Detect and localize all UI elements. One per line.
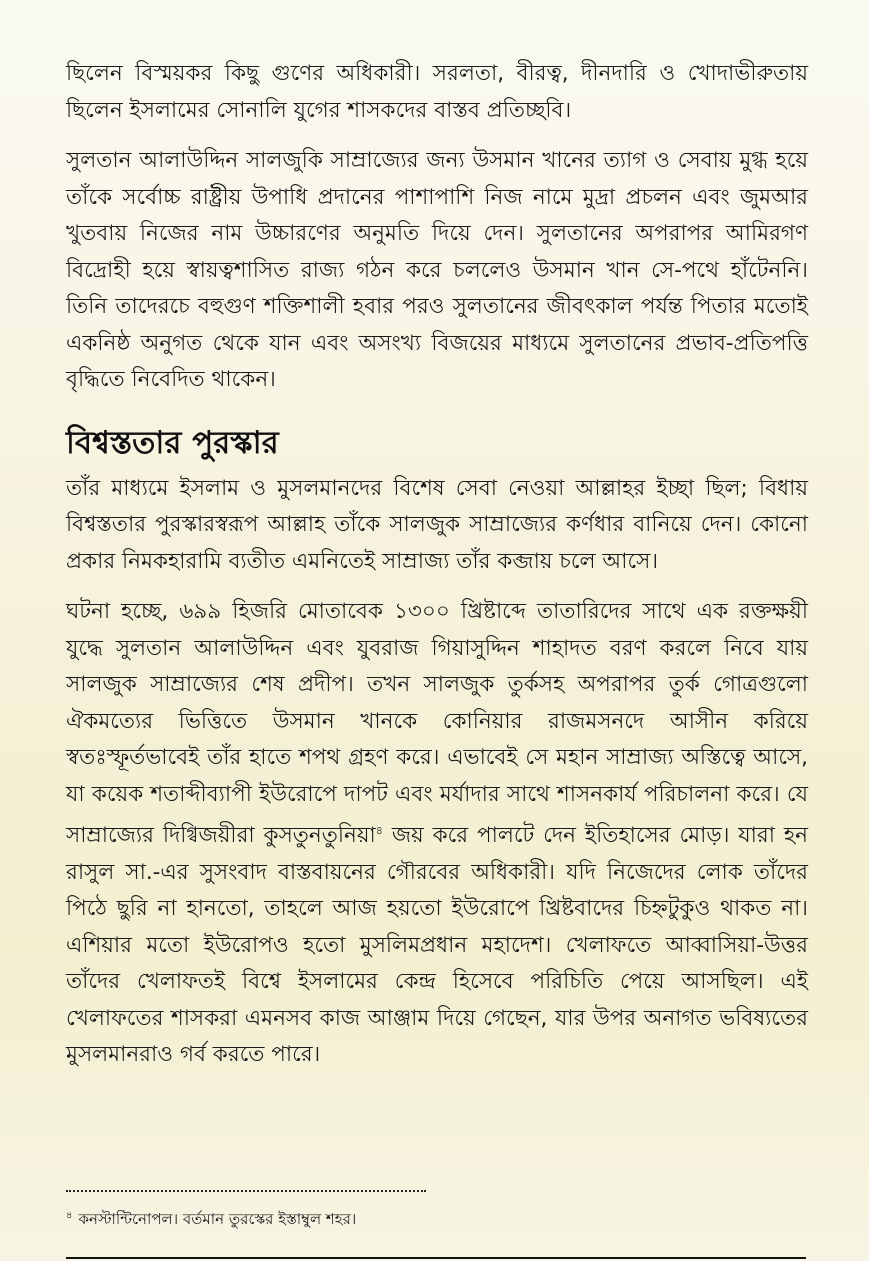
- footnote-reference: ৪: [375, 824, 383, 837]
- section-heading: বিশ্বস্ততার পুরস্কার: [66, 424, 279, 461]
- paragraph-2: সুলতান আলাউদ্দিন সালজুকি সাম্রাজ্যের জন্য উসমান খানের ত্যাগ ও সেবায় মুগ্ধ হয়ে তাঁকে সর্বোচ্চ রাষ্ট্রীয় উপাধি প্রদানের পাশাপাশি নিজ নামে মুদ্রা প্রচলন এবং জুমআর খুতবায় নিজের নাম উচ্চারণের অনুমতি দিয়ে দেন। সুলতানের অপরাপর আমিরগণ বিদ্রোহী হয়ে স্বায়ত্বশাসিত রাজ্য গঠন করে চললেও উসমান খান সে-পথে হাঁটেননি। তিনি তাদেরচে বহুগুণ শক্তিশালী হবার পরও সুলতানের জীবৎকাল পর্যন্ত পিতার মতোই একনিষ্ঠ অনুগত থেকে যান এবং অসংখ্য বিজয়ের মাধ্যমে সুলতানের প্রভাব-প্রতিপত্তি বৃদ্ধিতে নিবেদিত থাকেন।: [66, 148, 808, 392]
- paragraph-3: তাঁর মাধ্যমে ইসলাম ও মুসলমানদের বিশেষ সেবা নেওয়া আল্লাহর ইচ্ছা ছিল; বিধায় বিশ্বস্ততার পুরস্কারস্বরূপ আল্লাহ তাঁকে সালজুক সাম্রাজ্যের কর্ণধার বানিয়ে দেন। কোনো প্রকার নিমকহারামি ব্যতীত এমনিতেই সাম্রাজ্য তাঁর কব্জায় চলে আসে।: [66, 475, 808, 574]
- footnote-text: কনস্টান্টিনোপল। বর্তমান তুরস্কের ইস্তাম্বুল শহর।: [78, 1210, 357, 1228]
- paragraph-4-part-a: ঘটনা হচ্ছে, ৬৯৯ হিজরি মোতাবেক ১৩০০ খ্রিষ্টাব্দে তাতারিদের সাথে এক রক্তক্ষয়ী যুদ্ধে সুলতান আলাউদ্দিন এবং যুবরাজ গিয়াসুদ্দিন শাহাদত বরণ করলে নিবে যায় সালজুক সাম্রাজ্যের শেষ প্রদীপ। তখন সালজুক তুর্কসহ অপরাপর তুর্ক গোত্রগুলো ঐকমত্যের ভিত্তিতে উসমান খানকে কোনিয়ার রাজমসনদে আসীন করিয়ে স্বতঃস্ফূর্তভাবেই তাঁর হাতে শপথ গ্রহণ করে। এভাবেই সে মহান সাম্রাজ্য অস্তিত্বে আসে, যা কয়েক শতাব্দীব্যাপী ইউরোপে দাপট এবং মর্যাদার সাথে শাসনকার্য পরিচালনা করে। যে সাম্রাজ্যের দিগ্বিজয়ীরা কুসতুনতুনিয়া: [66, 599, 808, 849]
- paragraph-1: ছিলেন বিস্ময়কর কিছু গুণের অধিকারী। সরলতা, বীরত্ব, দীনদারি ও খোদাভীরুতায় ছিলেন ইসলামের সোনালি যুগের শাসকদের বাস্তব প্রতিচ্ছবি।: [66, 61, 808, 123]
- paragraph-4: [66, 594, 808, 1074]
- footnote-mark: ৪: [66, 1210, 73, 1221]
- bottom-rule: [66, 1257, 806, 1259]
- footnote-separator: [66, 1190, 426, 1192]
- footnote: [66, 1205, 766, 1230]
- page-body: [66, 56, 808, 1088]
- paragraph-4-part-b: জয় করে পালটে দেন ইতিহাসের মোড়। যারা হন রাসুল সা.-এর সুসংবাদ বাস্তবায়নের গৌরবের অধিকারী। যদি নিজেদের লোক তাঁদের পিঠে ছুরি না হানতো, তাহলে আজ হয়তো ইউরোপে খ্রিষ্টবাদের চিহ্নটুকুও থাকত না। এশিয়ার মতো ইউরোপও হতো মুসলিমপ্রধান মহাদেশ। খেলাফতে আব্বাসিয়া-উত্তর তাঁদের খেলাফতই বিশ্বে ইসলামের কেন্দ্র হিসেবে পরিচিতি পেয়ে আসছিল। এই খেলাফতের শাসকরা এমনসব কাজ আঞ্জাম দিয়ে গেছেন, যার উপর অনাগত ভবিষ্যতের মুসলমানরাও গর্ব করতে পারে।: [66, 823, 809, 1068]
